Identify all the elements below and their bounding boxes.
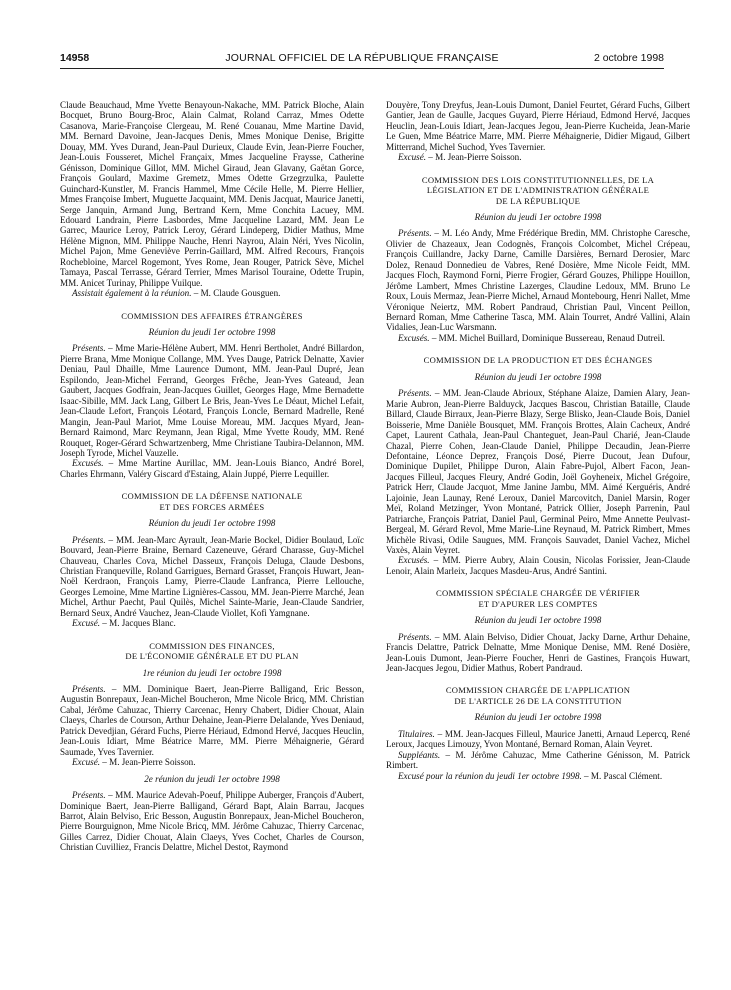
meeting-date: Réunion du jeudi 1er octobre 1998 <box>474 712 602 723</box>
assist-label: Assistait également à la réunion. <box>72 288 192 299</box>
header-rule <box>60 68 664 69</box>
excuse-paragraph <box>60 618 364 628</box>
present-label: Présents. <box>398 631 432 642</box>
excuse-label: Excusés. <box>72 458 104 469</box>
excuse-label: Excusé pour la réunion du jeudi 1er octobre 1998. <box>398 770 582 781</box>
present-text: – M. Léo Andy, Mme Frédérique Bredin, MM. Christophe Caresche, Olivier de Chazeaux, Jean Codognès, François Colcombet, Michel Crépeau, François Cuillandre, Jacky Darne, Camille Darsières, Bernard Derosier, Marc Dolez, Renaud Donnedieu de Vabres, René Dosière, Mme Nicole Feidt, MM. Jacques Floch, Raymond Forni, Pierre Frogier, Gérard Gouzes, Philippe Houillon, Jérôme Lambert, Mmes Christine Lazerges, Claudine Ledoux, MM. Bruno Le Roux, Louis Mermaz, Jean-Pierre Michel, Arnaud Montebourg, Henri Nallet, Mme Véronique Neiertz, MM. Robert Pandraud, Christian Paul, Vincent Peillon, Bernard Roman, Mme Catherine Tasca, MM. Alain Tourret, André Vallini, Alain Vidalies, Jean-Luc Warsmann. <box>386 228 690 333</box>
section-title-line2: ET DES FORCES ARMÉES <box>159 501 265 512</box>
section-title: COMMISSION CHARGÉE DE L'APPLICATION <box>445 685 631 696</box>
present-paragraph <box>386 632 690 674</box>
excuse-text: – M. Jean-Pierre Soisson. <box>100 757 196 768</box>
suppleants-label: Suppléants. <box>398 749 441 760</box>
titulaires-text: – MM. Jean-Jacques Filleul, Maurice Janetti, Arnaud Lepercq, René Leroux, Jacques Limouzy, Yvon Montané, Bernard Roman, Alain Veyret. <box>386 728 690 750</box>
section-title: COMMISSION DES FINANCES, <box>149 640 275 651</box>
excuse-label: Excusé. <box>398 152 427 163</box>
excuse-text: – MM. Pierre Aubry, Alain Cousin, Nicolas Forissier, Jean-Claude Lenoir, Alain Marleix, Jacques Masdeu-Arus, André Santini. <box>386 555 690 576</box>
excuse-label: Excusés. <box>398 332 430 343</box>
section-title-line2: DE L'ÉCONOMIE GÉNÉRALE ET DU PLAN <box>125 651 299 662</box>
page-number: 14958 <box>60 52 90 64</box>
assist-text: – M. Claude Gousguen. <box>191 288 281 299</box>
present-paragraph <box>386 388 690 555</box>
suppleants-text: – M. Jérôme Cahuzac, Mme Catherine Génisson, M. Patrick Rimbert. <box>386 749 690 771</box>
excuse-paragraph <box>386 333 690 343</box>
present-label: Présents. <box>398 388 432 399</box>
present-text: – MM. Dominique Baert, Jean-Pierre Balligand, Eric Besson, Augustin Bonrepaux, Jean-Michel Boucheron, Mme Nicole Bricq, MM. Christian Cabal, Jérôme Cahuzac, Thierry Carcenac, Henry Chabert, Didier Chouat, Alain Claeys, Charles de Courson, Arthur Dehaine, Jean-Pierre Delalande, Yves Deniaud, Patrick Devedjian, Gérard Fuchs, Pierre Hériaud, Edmond Hervé, Jacques Heuclin, Jean-Louis Idiart, Mme Béatrice Marre, MM. Pierre Méhaignerie, Gérard Saumade, Yves Tavernier. <box>60 683 364 757</box>
section-title: COMMISSION DE LA DÉFENSE NATIONALE <box>121 491 303 502</box>
excuse-paragraph <box>386 152 690 162</box>
page-header <box>60 52 664 66</box>
present-text: – MM. Jean-Claude Abrioux, Stéphane Alaize, Damien Alary, Jean-Marie Aubron, Jean-Pierre Balduyck, Jacques Bascou, Christian Bataille, Claude Billard, Claude Birraux, Jean-Pierre Blazy, Serge Blisko, Jean-Claude Bois, Daniel Boisserie, Mme Danièle Bousquet, MM. François Brottes, Alain Cacheux, André Capet, Laurent Cathala, Jean-Paul Chanteguet, Jean-Paul Charié, Jean-Claude Chazal, Pierre Cohen, Jean-Claude Daniel, Philippe Decaudin, Jean-Pierre Defontaine, Léonce Deprez, François Dosé, Pierre Ducout, Jean Dufour, Dominique Dupilet, Philippe Duron, Alain Fabre-Pujol, Albert Facon, Jean-Jacques Filleul, Jacques Fleury, André Godin, Joël Goyheneix, Michel Grégoire, Patrick Herr, Claude Jacquot, Mme Janine Jambu, MM. Aimé Kerguéris, André Lajoinie, Jean Launay, René Leroux, Daniel Marcovitch, Daniel Marsin, Roger Meï, Roland Metzinger, Yvon Montané, Patrick Ollier, Joseph Parrenin, Paul Patriarche, François Patriat, Daniel Paul, Germinal Peiro, Mme Annette Peulvast-Bergeal, M. Gérard Revol, Mme Marie-Line Reynaud, M. Patrick Rimbert, Mmes Michèle Rivasi, Odile Saugues, MM. François Sauvadet, Daniel Vachez, Michel Vaxès, Alain Veyret. <box>386 388 690 556</box>
excuse-text: – M. Jean-Pierre Soisson. <box>426 152 522 163</box>
meeting-date: Réunion du jeudi 1er octobre 1998 <box>474 615 602 626</box>
titulaires-label: Titulaires. <box>398 728 435 739</box>
section-title: COMMISSION DES LOIS CONSTITUTIONNELLES, DE LA <box>421 174 655 185</box>
excuse-text: – Mme Martine Aurillac, MM. Jean-Louis Bianco, André Borel, Charles Ehrmann, Valéry Giscard d'Estaing, Alain Juppé, Pierre Lequiller. <box>60 458 364 479</box>
section-title: COMMISSION DES AFFAIRES ÉTRANGÈRES <box>121 310 303 321</box>
left-column <box>60 100 364 853</box>
section-title-line2: DE L'ARTICLE 26 DE LA CONSTITUTION <box>454 695 622 706</box>
members-list-continued: Douyère, Tony Dreyfus, Jean-Louis Dumont, Daniel Feurtet, Gérard Fuchs, Gilbert Gantier, Jean de Gaulle, Jacques Guyard, Pierre Hériaud, Edmond Hervé, Jacques Heuclin, Jean-Louis Idiart, Jean-Jacques Jegou, Jean-Pierre Kucheida, Jean-Marie Le Guen, Mme Béatrice Marre, MM. Pierre Méhaignerie, Didier Migaud, Gilbert Mitterrand, Michel Suchod, Yves Tavernier. <box>386 100 690 152</box>
present-text: – MM. Maurice Adevah-Poeuf, Philippe Auberger, François d'Aubert, Dominique Baert, Jean-Pierre Balligand, Gérard Bapt, Alain Barrau, Jacques Barrot, Alain Belviso, Eric Besson, Augustin Bonrepaux, Jean-Michel Boucheron, Pierre Bourguignon, Mme Nicole Bricq, MM. Jérôme Cahuzac, Thierry Carcenac, Gilles Carrez, Didier Chouat, Alain Claeys, Yves Cochet, Charles de Courson, Christian Cuvilliez, Francis Delattre, Michel Destot, Raymond <box>60 790 364 853</box>
present-label: Présents. <box>72 534 106 545</box>
issue-date: 2 octobre 1998 <box>593 52 664 64</box>
excuse-label: Excusés. <box>398 555 430 566</box>
present-label: Présents. <box>398 228 432 239</box>
right-column <box>386 100 690 781</box>
present-paragraph <box>60 684 364 757</box>
section-title: COMMISSION SPÉCIALE CHARGÉE DE VÉRIFIER <box>436 588 640 599</box>
excuse-label: Excusé. <box>72 757 101 768</box>
meeting-date: 1re réunion du jeudi 1er octobre 1998 <box>142 667 282 678</box>
present-label: Présents. <box>72 790 106 801</box>
excuse-label: Excusé. <box>72 618 101 629</box>
present-text: – MM. Alain Belviso, Didier Chouat, Jacky Darne, Arthur Dehaine, Francis Delattre, Patrick Delnatte, Mme Monique Denise, MM. René Dosière, Jean-Louis Dumont, Jean-Pierre Foucher, Henri de Gastines, François Huwart, Jean-Jacques Jegou, Didier Mathus, Robert Pandraud. <box>386 631 690 674</box>
members-list: Claude Beauchaud, Mme Yvette Benayoun-Nakache, MM. Patrick Bloche, Alain Bocquet, Bruno Bourg-Broc, Alain Calmat, Roland Carraz, Mmes Odette Casanova, Marie-Françoise Clergeau, M. René Couanau, Mme Martine David, MM. Bernard Davoine, Jean-Jacques Denis, Mmes Monique Denise, Brigitte Douay, MM. Yves Durand, Jean-Paul Durieux, Claude Evin, Jean-Pierre Foucher, Jean-Louis Fousseret, Michel Françaix, Mmes Jacqueline Fraysse, Catherine Génisson, Dominique Gillot, MM. Michel Giraud, Jean Glavany, Gaëtan Gorce, François Goulard, Maxime Gremetz, Mmes Odette Grzegrzulka, Paulette Guinchard-Kunstler, M. Francis Hammel, Mme Cécile Helle, M. Pierre Hellier, Mmes Françoise Imbert, Muguette Jacquaint, MM. Denis Jacquat, Maurice Janetti, Serge Janquin, Armand Jung, Bertrand Kern, Mme Conchita Lacuey, MM. Edouard Landrain, Pierre Lasbordes, Mme Jacqueline Lazard, MM. Jean Le Garrec, Maurice Leroy, Patrick Leroy, Gérard Lindeperg, Didier Mathus, Mme Hélène Mignon, MM. Philippe Nauche, Henri Nayrou, Alain Néri, Yves Nicolin, Michel Pajon, Mme Geneviève Perrin-Gaillard, MM. Alfred Recours, François Rochebloine, Marcel Rogemont, Yves Rome, Jean Rouger, Patrick Sève, Michel Tamaya, Pascal Terrasse, Gérard Terrier, Mmes Marisol Touraine, Odette Trupin, MM. Anicet Turinay, Philippe Vuilque. <box>60 100 364 288</box>
meeting-date: Réunion du jeudi 1er octobre 1998 <box>148 327 276 338</box>
assist-line <box>60 288 364 298</box>
excuse-paragraph <box>60 458 364 479</box>
present-label: Présents. <box>72 683 106 694</box>
present-paragraph <box>60 535 364 619</box>
titulaires-paragraph <box>386 729 690 750</box>
meeting-date: Réunion du jeudi 1er octobre 1998 <box>148 518 276 529</box>
excuse-paragraph <box>386 771 690 781</box>
excuse-text: – MM. Michel Buillard, Dominique Bussereau, Renaud Dutreil. <box>429 332 665 343</box>
section-title-line2: ET D'APURER LES COMPTES <box>478 598 598 609</box>
section-title-line3: DE LA RÉPUBLIQUE <box>495 195 581 206</box>
journal-title: JOURNAL OFFICIEL DE LA RÉPUBLIQUE FRANÇAISE <box>225 52 499 64</box>
excuse-text: – M. Jacques Blanc. <box>100 618 176 629</box>
meeting-date: 2e réunion du jeudi 1er octobre 1998 <box>144 773 280 784</box>
section-title-line2: LÉGISLATION ET DE L'ADMINISTRATION GÉNÉRALE <box>426 185 650 196</box>
meeting-date: Réunion du jeudi 1er octobre 1998 <box>474 371 602 382</box>
excuse-paragraph <box>60 757 364 767</box>
present-text: – MM. Jean-Marc Ayrault, Jean-Marie Bockel, Didier Boulaud, Loïc Bouvard, Jean-Pierre Braine, Bernard Cazeneuve, Gérard Charasse, Guy-Michel Chauveau, Charles Cova, Michel Dasseux, François Deluga, Claude Desbons, Christian Franqueville, Roland Garrigues, Bernard Grasset, François Huwart, Jean-Noël Kerdraon, François Lamy, Pierre-Claude Lanfranca, Pierre Lellouche, Georges Lemoine, Mme Martine Lignières-Cassou, MM. Jean-Pierre Marché, Jean Michel, Arthur Paecht, Paul Quilès, Michel Sainte-Marie, Jean-Claude Sandrier, Bernard Seux, André Vauchez, Jean-Claude Viollet, Kofi Yamgnane. <box>60 534 364 618</box>
present-paragraph <box>60 790 364 853</box>
present-paragraph <box>60 343 364 458</box>
excuse-paragraph <box>386 555 690 576</box>
excuse-text: – M. Pascal Clément. <box>581 770 663 781</box>
present-label: Présents. <box>72 343 106 354</box>
section-title: COMMISSION DE LA PRODUCTION ET DES ÉCHANGES <box>423 355 653 366</box>
meeting-date: Réunion du jeudi 1er octobre 1998 <box>474 211 602 222</box>
suppleants-paragraph <box>386 750 690 771</box>
present-text: – Mme Marie-Hélène Aubert, MM. Henri Bertholet, André Billardon, Pierre Brana, Mme Monique Collange, MM. Yves Dauge, Patrick Delnatte, Xavier Deniau, Paul Dhaille, Mme Laurence Dumont, MM. Jean-Paul Dupré, Jean Espilondo, Jean-Michel Ferrand, Georges Frêche, Jean-Yves Gateaud, Jean Gaubert, Jacques Godfrain, Jean-Jacques Guillet, Georges Hage, Mme Bernadette Isaac-Sibille, MM. Jack Lang, Gilbert Le Bris, Jean-Yves Le Déaut, Michel Lefait, Jean-Claude Lefort, François Léotard, François Loncle, Bernard Madrelle, René Mangin, Jean-Paul Mariot, Mme Louise Moreau, MM. Jacques Myard, Jean-Bernard Raimond, Marc Reymann, Jean Rigal, Mme Yvette Roudy, MM. René Rouquet, Roger-Gérard Schwartzenberg, Mme Christiane Taubira-Delannon, MM. Joseph Tyrode, Michel Vauzelle. <box>60 343 364 458</box>
present-paragraph <box>386 228 690 333</box>
